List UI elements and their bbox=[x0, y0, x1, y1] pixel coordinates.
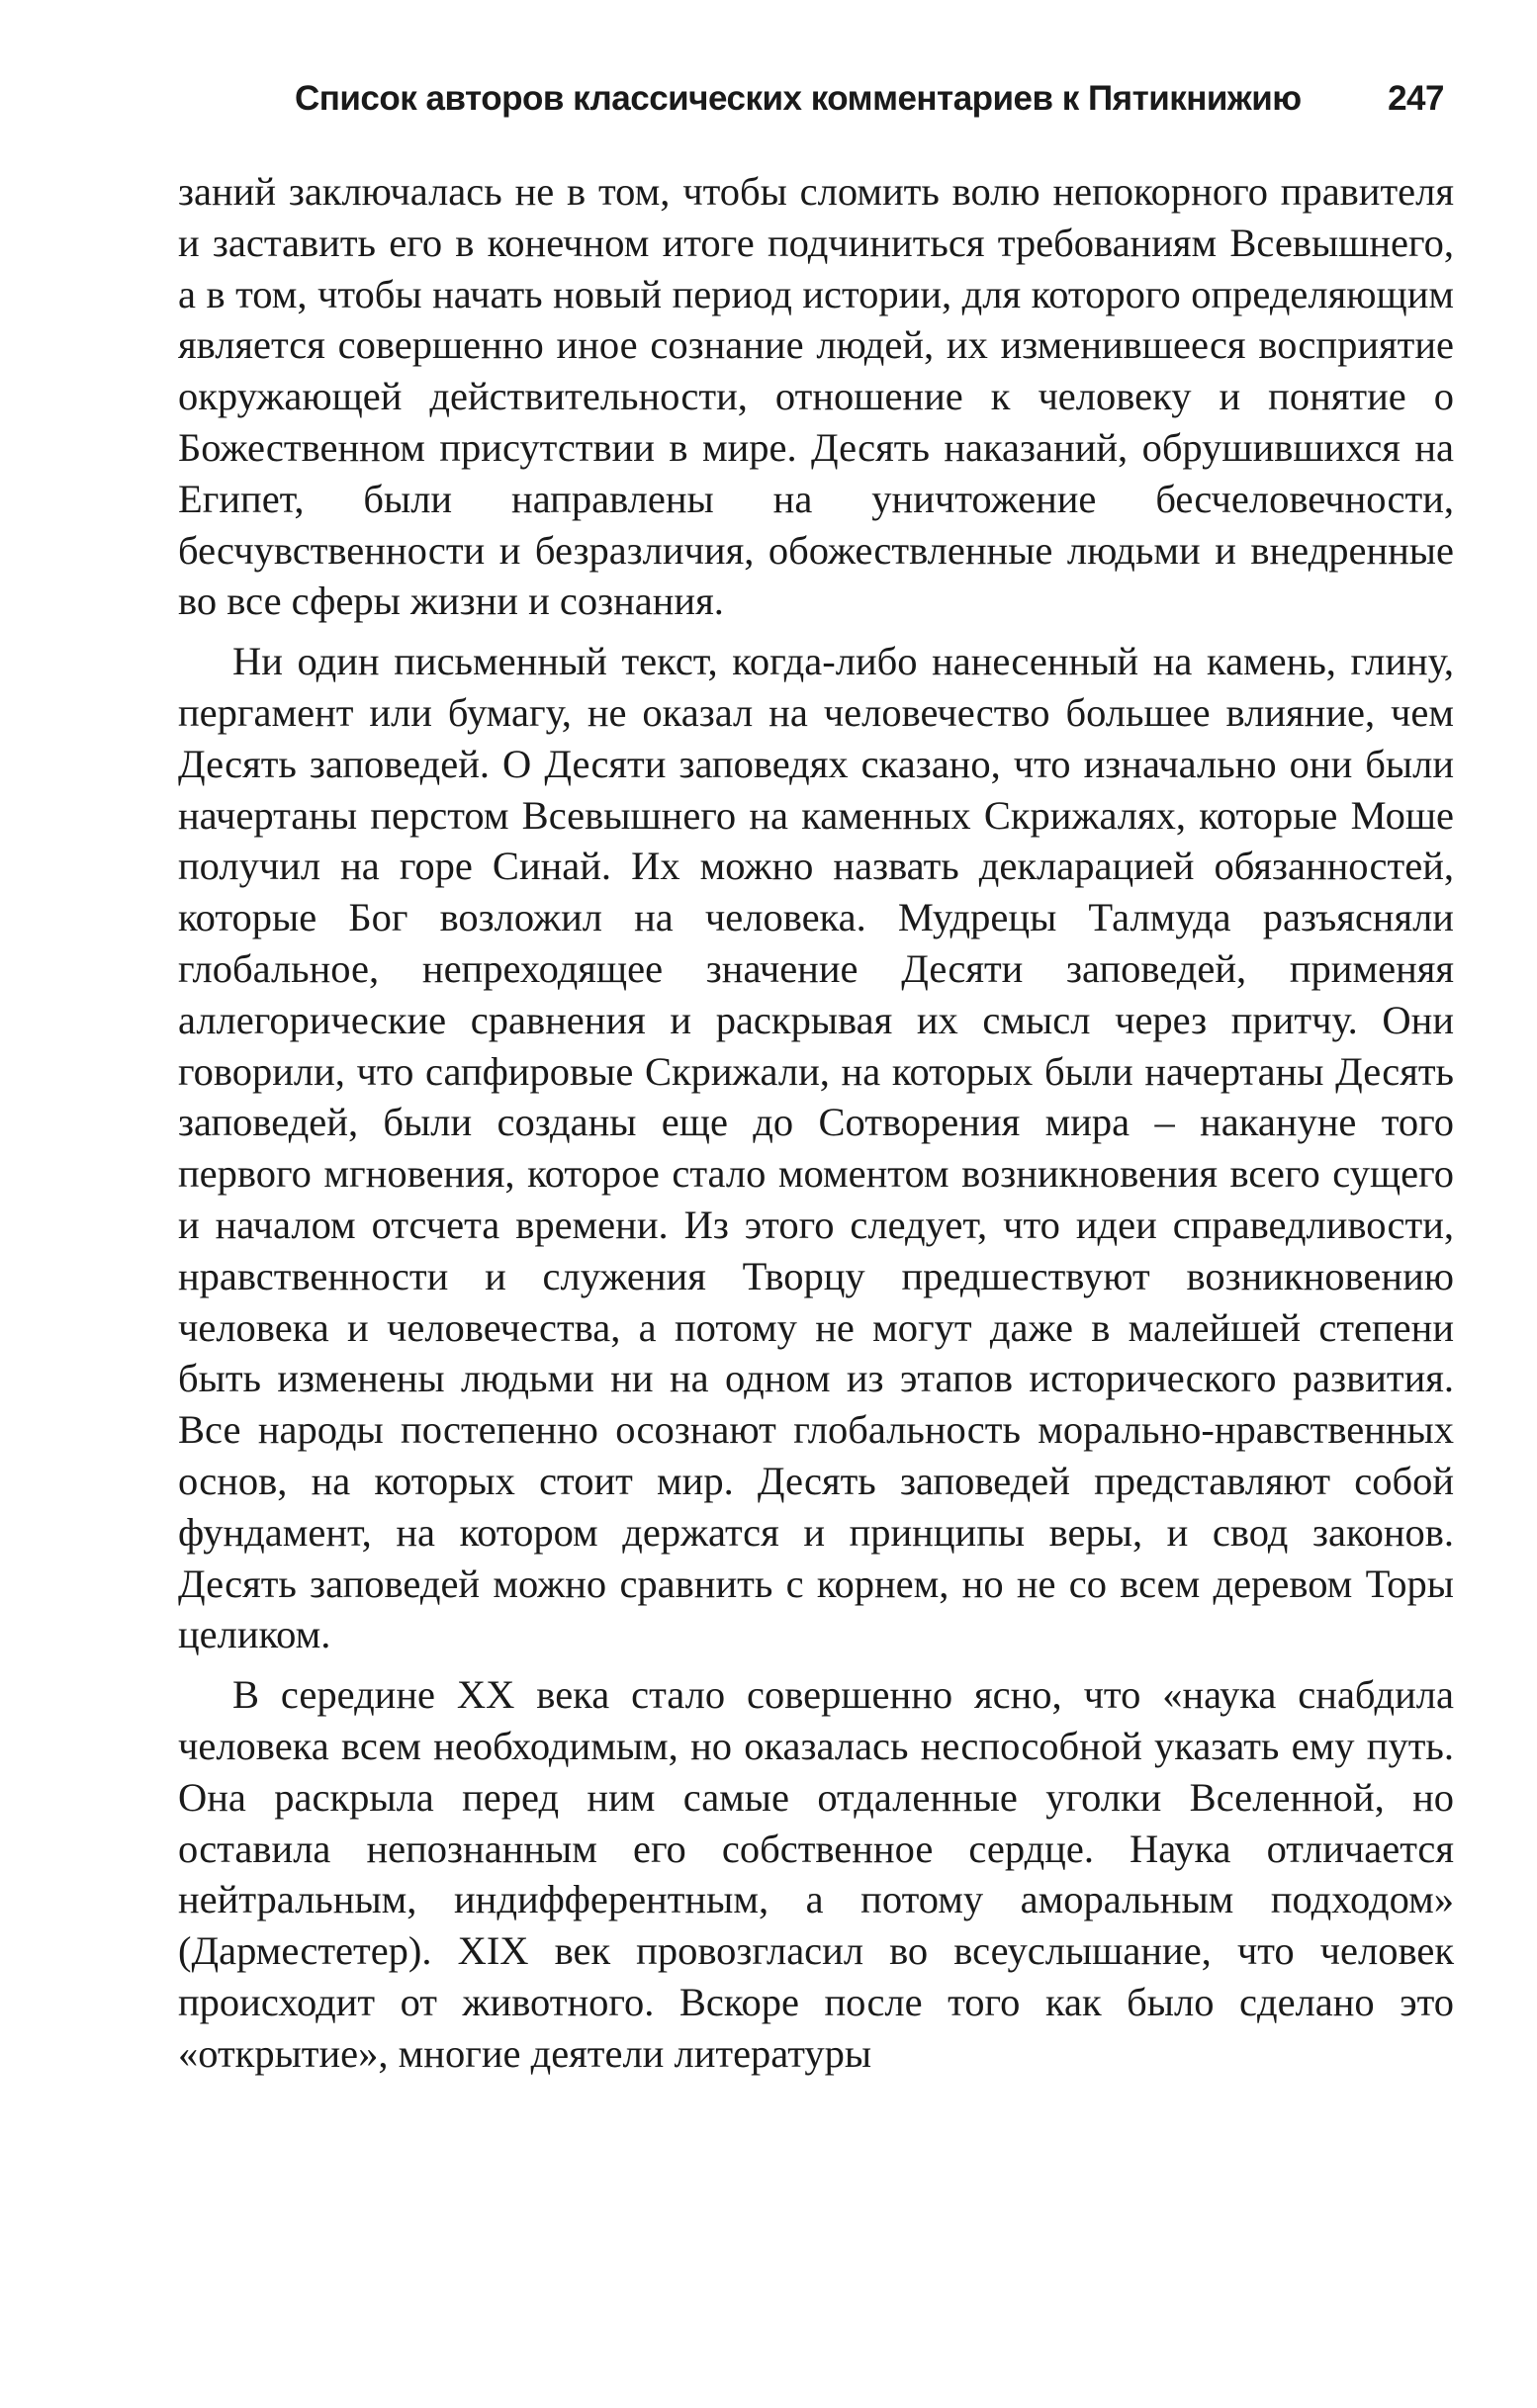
book-page bbox=[178, 79, 1454, 2354]
page-number: 247 bbox=[1388, 79, 1444, 118]
paragraph-twentieth-century: В середине XX века стало совершенно ясно, что «наука снабдила человека всем необходимым, но оказалась неспособной указать ему путь. Она раскрыла перед ним самые отдаленные уголки Вселенной, но оставила непознанным его собственное сердце. Наука отличается нейтральным, индифферентным, а потому аморальным подходом» (Дарместетер). XIX век провозгласил во всеуслышание, что человек происходит от животного. Вскоре после того как было сделано это «открытие», многие деятели литературы bbox=[178, 1672, 1454, 2076]
paragraph-continuation: заний заключалась не в том, чтобы сломить волю непокорного правителя и заставить его в конечном итоге подчиниться требованиям Всевышнего, а в том, чтобы начать новый период истории, для которого определяющим является совершенно иное сознание людей, их изменившееся восприятие окружающей действительности, отношение к человеку и понятие о Божественном присутствии в мире. Десять наказаний, обрушившихся на Египет, были направлены на уничтожение бесчеловечности, бесчувственности и безразличия, обожествленные людьми и внедренные во все сферы жизни и сознания. bbox=[178, 169, 1454, 624]
running-header-title: Список авторов классических комментариев к Пятикнижию bbox=[295, 79, 1302, 118]
running-header bbox=[178, 79, 1454, 138]
body-text bbox=[178, 166, 1454, 2079]
paragraph-ten-commandments: Ни один письменный текст, когда-либо нанесенный на камень, глину, пергамент или бумагу, не оказал на человечество большее влияние, чем Десять заповедей. О Десяти заповедях сказано, что изначально они были начертаны перстом Всевышнего на каменных Скрижалях, которые Моше получил на горе Синай. Их можно назвать декларацией обязанностей, которые Бог возложил на человека. Мудрецы Талмуда разъясняли глобальное, непреходящее значение Десяти заповедей, применяя аллегорические сравнения и раскрывая их смысл через притчу. Они говорили, что сапфировые Скрижали, на которых были начертаны Десять заповедей, были созданы еще до Сотворения мира – накануне того первого мгновения, которое стало моментом возникновения всего сущего и началом отсчета времени. Из этого следует, что идеи справедливости, нравственности и служения Творцу предшествуют возникновению человека и человечества, а потому не могут даже в малейшей степени быть изменены людьми ни на одном из этапов исторического развития. Все народы постепенно осознают глобальность морально-нравственных основ, на которых стоит мир. Десять заповедей представляют собой фундамент, на котором держатся и принципы веры, и свод законов. Десять заповедей можно сравнить с корнем, но не со всем деревом Торы целиком. bbox=[178, 639, 1454, 1657]
